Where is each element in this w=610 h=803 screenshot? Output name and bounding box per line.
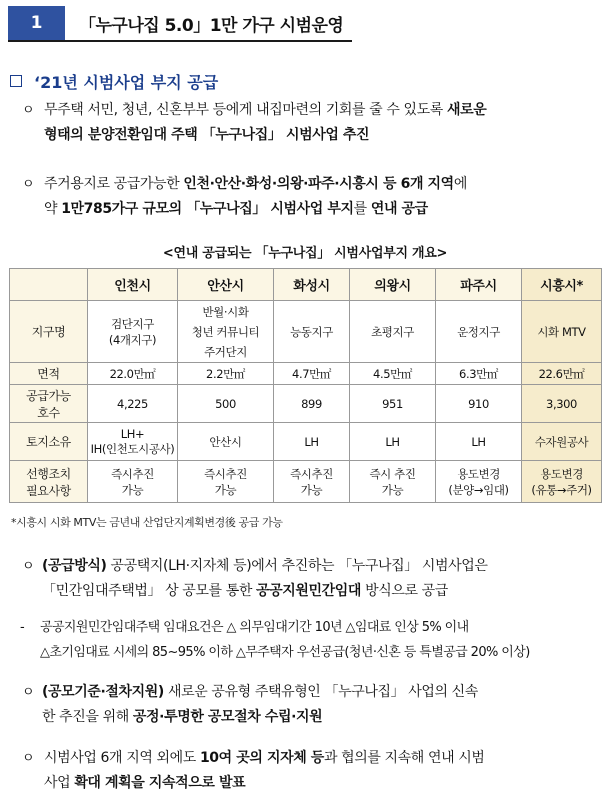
checkbox-square-icon [10, 75, 22, 87]
header-cell-ansan: 안산시 [178, 269, 274, 301]
table-cell: 4.5만㎡ [350, 363, 436, 385]
table-cell: 용도변경 (유통→주거) [522, 461, 602, 503]
bullet-line: 「민간임대주택법」 상 공모를 통한 공공지원민간임대 방식으로 공급 [42, 583, 448, 599]
header-cell-hwaseong: 화성시 [274, 269, 350, 301]
sub-item-1: - 공공지원민간임대주택 임대요건은 △ 의무임대기간 10년 △임대료 인상 5% 이내 [20, 620, 469, 635]
row-label-cell: 지구명 [10, 301, 88, 363]
table-cell: 안산시 [178, 423, 274, 461]
table-cell: 반월·시화 청년 커뮤니티 주거단지 [178, 301, 274, 363]
bullet-line: (공급방식) 공공택지(LH·지자체 등)에서 추진하는 「누구나집」 시범사업은 [42, 558, 488, 574]
table-cell: 용도변경 (분양→임대) [436, 461, 522, 503]
bullet-mark: ㅇ [22, 751, 35, 766]
header-cell-paju: 파주시 [436, 269, 522, 301]
table-header-row [10, 269, 602, 301]
bullet-line: 사업 확대 계획을 지속적으로 발표 [44, 775, 246, 791]
table-cell: 시화 MTV [522, 301, 602, 363]
table-cell: 22.6만㎡ [522, 363, 602, 385]
bullet-line: (공모기준·절차지원) 새로운 공유형 주택유형인 「누구나집」 사업의 신속 [42, 684, 478, 700]
bullet-line: 주거용지로 공급가능한 인천·안산·화성·의왕·파주·시흥시 등 6개 지역에 [44, 176, 467, 192]
section-header [8, 6, 352, 42]
contest-support-item [22, 680, 594, 730]
bullet-line: 시범사업 6개 지역 외에도 10여 곳의 지자체 등과 협의를 지속해 연내 시범 [44, 750, 485, 766]
bullet-mark: ㅇ [22, 559, 35, 574]
table-cell: 899 [274, 385, 350, 423]
table-cell: 즉시추진 가능 [88, 461, 178, 503]
expansion-item [22, 746, 594, 796]
bullet-item-2 [22, 172, 594, 222]
row-label-cell: 토지소유 [10, 423, 88, 461]
bullet-mark: ㅇ [22, 103, 35, 118]
table-cell: 951 [350, 385, 436, 423]
header-cell-siheung: 시흥시* [522, 269, 602, 301]
table-cell: 4.7만㎡ [274, 363, 350, 385]
table-cell: 500 [178, 385, 274, 423]
table-cell: 즉시 추진 가능 [350, 461, 436, 503]
table-cell: 능동지구 [274, 301, 350, 363]
table-cell: 즉시추진 가능 [178, 461, 274, 503]
sub-item-2: △초기임대료 시세의 85~95% 이하 △무주택자 우선공급(청년·신혼 등 특별공급 20% 이상) [40, 645, 530, 660]
table-cell: LH [436, 423, 522, 461]
row-label-cell: 면적 [10, 363, 88, 385]
table-cell: 3,300 [522, 385, 602, 423]
table-cell: 즉시추진 가능 [274, 461, 350, 503]
bullet-line: 무주택 서민, 청년, 신혼부부 등에게 내집마련의 기회를 줄 수 있도록 새로운 [44, 102, 487, 118]
header-cell-incheon: 인천시 [88, 269, 178, 301]
table-cell: 910 [436, 385, 522, 423]
subsection-title: ‘21년 시범사업 부지 공급 [34, 73, 219, 92]
table-footnote: *시흥시 시화 MTV는 금년내 산업단지계획변경後 공급 가능 [11, 516, 283, 529]
table-cell: LH [274, 423, 350, 461]
table-cell: 22.0만㎡ [88, 363, 178, 385]
table-cell: 4,225 [88, 385, 178, 423]
table-row [10, 385, 602, 423]
section-title: 「누구나집 5.0」1만 가구 시범운영 [79, 16, 344, 36]
table-cell: 검단지구 (4개지구) [88, 301, 178, 363]
row-label-cell: 선행조치 필요사항 [10, 461, 88, 503]
bullet-mark: ㅇ [22, 177, 35, 192]
bullet-mark: ㅇ [22, 685, 35, 700]
table-cell: 운정지구 [436, 301, 522, 363]
table-caption: <연내 공급되는 「누구나집」 시범사업부지 개요> [162, 246, 448, 261]
table-row [10, 461, 602, 503]
bullet-line: 한 추진을 위해 공정·투명한 공모절차 수립·지원 [42, 709, 323, 725]
table-cell: LH [350, 423, 436, 461]
table-row [10, 301, 602, 363]
table-cell: 수자원공사 [522, 423, 602, 461]
table-cell: LH+ IH(인천도시공사) [88, 423, 178, 461]
header-cell-uiwang: 의왕시 [350, 269, 436, 301]
table-cell: 6.3만㎡ [436, 363, 522, 385]
bullet-line: 약 1만785가구 규모의 「누구나집」 시범사업 부지를 연내 공급 [44, 201, 428, 217]
site-overview-table [9, 268, 602, 503]
table-row [10, 423, 602, 461]
header-cell-blank [10, 269, 88, 301]
bullet-item-1 [22, 98, 594, 148]
bullet-line: 형태의 분양전환임대 주택 「누구나집」 시범사업 추진 [44, 127, 370, 143]
subsection-heading [10, 70, 218, 93]
table-row [10, 363, 602, 385]
table-cell: 초평지구 [350, 301, 436, 363]
table-cell: 2.2만㎡ [178, 363, 274, 385]
row-label-cell: 공급가능 호수 [10, 385, 88, 423]
section-number: 1 [8, 6, 65, 40]
supply-method-item [22, 554, 594, 604]
